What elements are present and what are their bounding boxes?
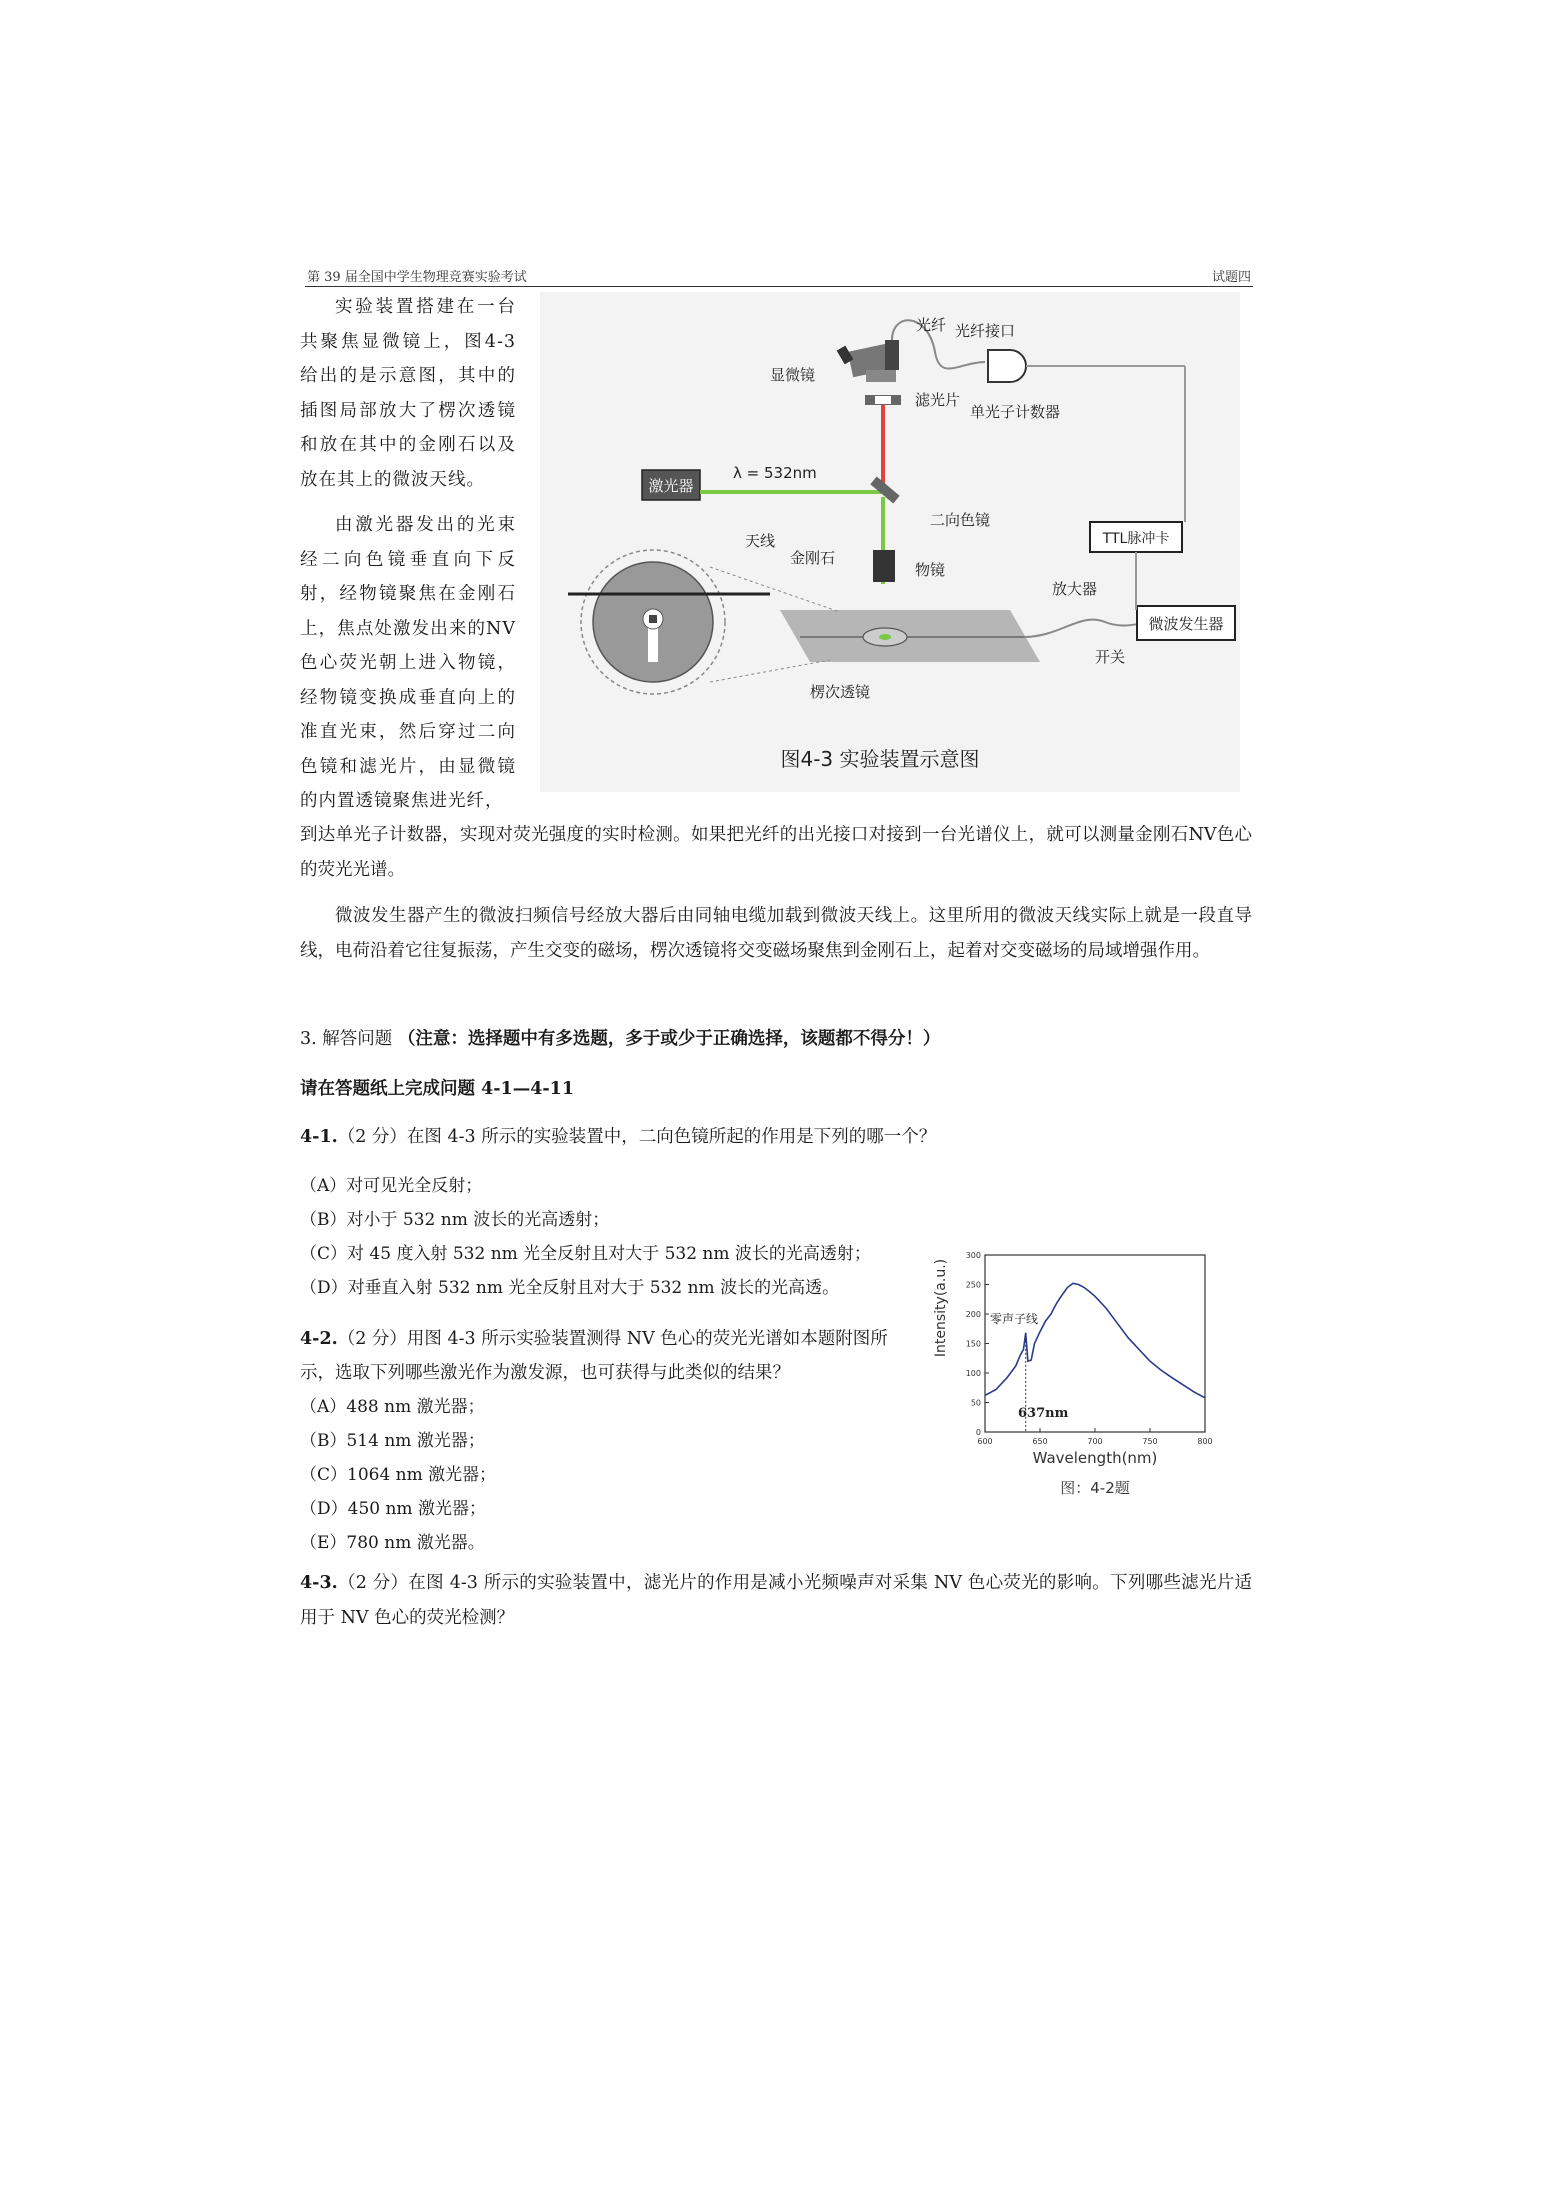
q1-option-c: （C）对 45 度入射 532 nm 光全反射且对大于 532 nm 波长的光高透射； [300, 1244, 871, 1264]
diamond-label: 金刚石 [790, 549, 836, 567]
q2-number: 4-2. [300, 1329, 338, 1349]
q3-number: 4-3. [300, 1573, 338, 1593]
intro-paragraph-1: 实验装置搭建在一台共聚焦显微镜上，图4-3给出的是示意图，其中的插图局部放大了楞次透镜和放在其中的金刚石以及放在其上的微波天线。 [300, 297, 516, 490]
y-tick-label: 50 [970, 1398, 981, 1408]
q1-option-d: （D）对垂直入射 532 nm 光全反射且对大于 532 nm 波长的光高透。 [300, 1278, 840, 1298]
x-tick-label: 700 [1087, 1437, 1103, 1446]
y-tick-label: 250 [965, 1280, 981, 1290]
fiber-label: 光纤 [916, 316, 947, 334]
stage-plate [780, 610, 1040, 662]
zpl-annotation: 零声子线 [990, 1312, 1039, 1326]
q2-text-line1: （2 分）用图 4-3 所示实验装置测得 NV 色心的荧光光谱如本题附图所 [337, 1329, 888, 1349]
q1-number: 4-1. [300, 1127, 338, 1147]
y-tick-label: 200 [965, 1310, 981, 1319]
fiber-port-label: 光纤接口 [955, 322, 1016, 340]
x-tick-label: 800 [1197, 1437, 1213, 1446]
mw-generator-label: 微波发生器 [1148, 615, 1224, 633]
section-3-heading [300, 1022, 1252, 1056]
question-4-3 [300, 1566, 1252, 1635]
q1-text: （2 分）在图 4-3 所示的实验装置中，二向色镜所起的作用是下列的哪一个？ [337, 1127, 937, 1147]
diagram-caption: 图4-3 实验装置示意图 [780, 747, 980, 771]
q2-options [300, 1390, 720, 1560]
fiber-port-icon [988, 350, 1026, 382]
q2-text-line2: 示，选取下列哪些激光作为激发源，也可获得与此类似的结果？ [300, 1363, 790, 1383]
setup-diagram [540, 292, 1240, 792]
wavelength-label: λ = 532nm [733, 464, 817, 482]
header-page-label: 试题四 [1211, 270, 1251, 285]
intro-continued [300, 818, 1252, 968]
q2-option-b: （B）514 nm 激光器； [300, 1431, 485, 1451]
q2-option-d: （D）450 nm 激光器； [300, 1499, 486, 1519]
section-3-note: （注意：选择题中有多选题，多于或少于正确选择，该题都不得分！） [397, 1029, 941, 1049]
spectrum-chart [930, 1245, 1220, 1505]
question-4-2 [300, 1322, 940, 1390]
x-tick-label: 650 [1032, 1437, 1048, 1446]
y-axis-label: Intensity(a.u.) [933, 1258, 949, 1358]
switch-label: 开关 [1095, 648, 1126, 666]
x-tick-label: 750 [1142, 1437, 1158, 1446]
y-tick-label: 100 [965, 1369, 981, 1378]
inset-diamond [649, 615, 657, 623]
x-axis-label: Wavelength(nm) [1032, 1449, 1158, 1467]
y-tick-label: 150 [965, 1339, 981, 1349]
header-title: 第 39 届全国中学生物理竞赛实验考试 [307, 270, 527, 285]
amplifier-label: 放大器 [1052, 580, 1098, 598]
y-tick-label: 0 [975, 1428, 981, 1437]
filter-label: 滤光片 [915, 391, 961, 409]
ttl-label: TTL脉冲卡 [1102, 531, 1170, 547]
objective-icon [873, 550, 895, 582]
q3-text: （2 分）在图 4-3 所示的实验装置中，滤光片的作用是减小光频噪声对采集 NV 色心荧光的影响。下列哪些滤光片适用于 NV 色心的荧光检测？ [300, 1573, 1252, 1628]
x-tick-label: 600 [977, 1437, 993, 1446]
microscope-label: 显微镜 [770, 366, 816, 384]
q1-options [300, 1169, 1000, 1305]
objective-label: 物镜 [915, 561, 946, 579]
intro-paragraph-2: 由激光器发出的光束经二向色镜垂直向下反射，经物镜聚焦在金刚石上，焦点处激发出来的NV色心荧光朝上进入物镜，经物镜变换成垂直向上的准直光束，然后穿过二向色镜和滤光片，由显微镜的内置透镜聚焦进光纤， [300, 515, 516, 811]
section-3-title: 3. 解答问题 [300, 1029, 393, 1049]
dichroic-label: 二向色镜 [930, 511, 991, 529]
chart-caption: 图：4-2题 [1060, 1479, 1130, 1497]
intro-paragraph-2-continued: 到达单光子计数器，实现对荧光强度的实时检测。如果把光纤的出光接口对接到一台光谱仪上，就可以测量金刚石NV色心的荧光光谱。 [300, 825, 1252, 880]
laser-label: 激光器 [648, 477, 694, 495]
wavelength-637-annotation: 637nm [1018, 1406, 1069, 1421]
spc-label: 单光子计数器 [970, 403, 1061, 421]
intro-column [300, 290, 516, 819]
antenna-label: 天线 [745, 532, 776, 550]
intro-paragraph-3: 微波发生器产生的微波扫频信号经放大器后由同轴电缆加载到微波天线上。这里所用的微波天线实际上就是一段直导线，电荷沿着它往复振荡，产生交变的磁场，楞次透镜将交变磁场聚焦到金刚石上，起着对交变磁场的局域增强作用。 [300, 906, 1252, 961]
question-4-1 [300, 1120, 1252, 1154]
q1-option-b: （B）对小于 532 nm 波长的光高透射； [300, 1210, 610, 1230]
q1-option-a: （A）对可见光全反射； [300, 1176, 483, 1196]
lenz-label: 楞次透镜 [810, 683, 871, 701]
q2-option-c: （C）1064 nm 激光器； [300, 1465, 497, 1485]
q2-option-a: （A）488 nm 激光器； [300, 1397, 485, 1417]
spectrum-series-line [985, 1283, 1205, 1398]
y-tick-label: 300 [965, 1251, 981, 1260]
section-3-subtitle: 请在答题纸上完成问题 4-1—4-11 [300, 1079, 575, 1099]
q2-option-e: （E）780 nm 激光器。 [300, 1533, 485, 1553]
page-header [305, 264, 1253, 287]
